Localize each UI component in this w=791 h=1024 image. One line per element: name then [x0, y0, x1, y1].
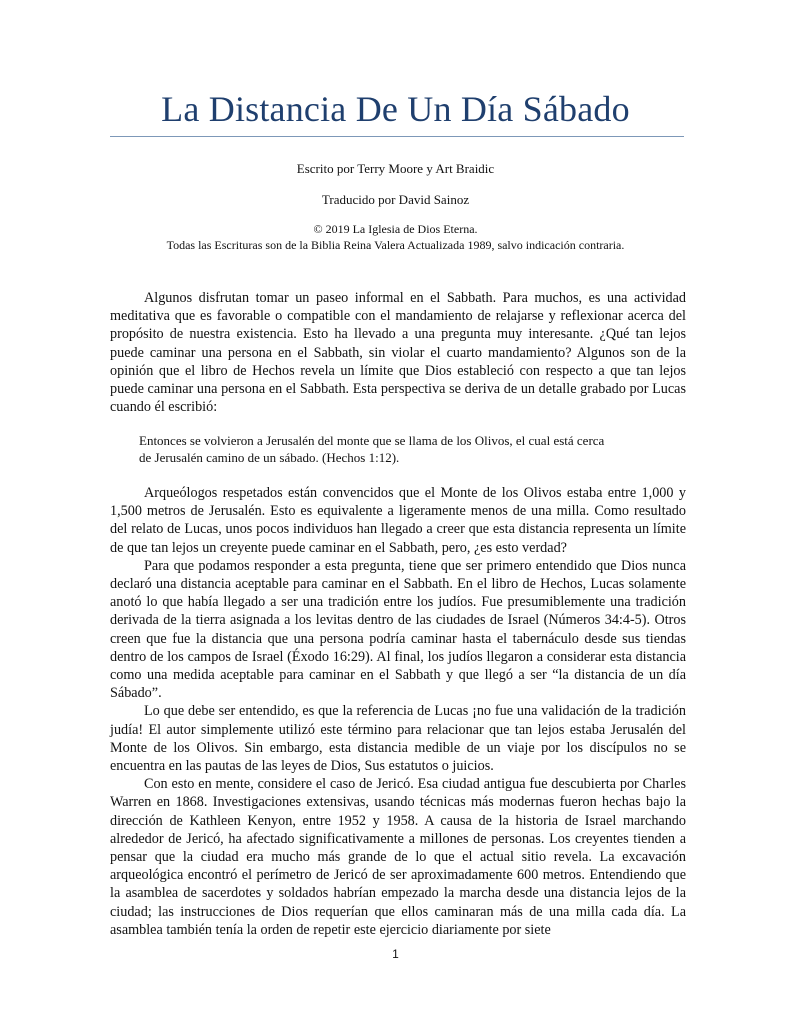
- paragraph-4: Lo que debe ser entendido, es que la referencia de Lucas ¡no fue una validación de la tradición judía! El autor simplemente utilizó este término para relacionar que tan lejos estaba Jerusalén del Monte de los Olivos. Sin embargo, esta distancia medible de un viaje por los discípulos no se encuentra en las pautas de las leyes de Dios, Sus estatutos o juicios.: [110, 703, 686, 775]
- quote-line-2: de Jerusalén camino de un sábado. (Hechos 1:12).: [139, 450, 400, 465]
- translator-credit: Traducido por David Sainoz: [321, 192, 470, 207]
- paragraph-2: Arqueólogos respetados están convencidos que el Monte de los Olivos estaba entre 1,000 y 1,500 metros de Jerusalén. Esto es equivalente a ligeramente menos de una milla. Como resultado del relato de Lucas, unos pocos individuos han llegado a creer que esta distancia representa un límite de que tan lejos un creyente puede caminar en el Sabbath, pero, ¿es esto verdad?: [110, 485, 686, 556]
- document-title: La Distancia De Un Día Sábado: [161, 89, 630, 129]
- page-number: 1: [392, 947, 399, 961]
- copyright-notice: © 2019 La Iglesia de Dios Eterna.: [313, 222, 478, 236]
- paragraph-1: Algunos disfrutan tomar un paseo informal en el Sabbath. Para muchos, es una actividad meditativa que es favorable o compatible con el mandamiento de relajarse y reflexionar acerca del propósito de nuestra existencia. Esto ha llevado a una pregunta muy interesante. ¿Qué tan lejos puede caminar una persona en el Sabbath, sin violar el cuarto mandamiento? Algunos son de la opinión que el libro de Hechos revela un límite que Dios estableció con respecto a que tan lejos puede caminar una persona en el Sabbath. Esta perspectiva se deriva de un detalle grabado por Lucas cuando él escribió:: [110, 290, 686, 416]
- scripture-note: Todas las Escrituras son de la Biblia Reina Valera Actualizada 1989, salvo indicación contraria.: [166, 238, 625, 252]
- paragraph-3: Para que podamos responder a esta pregunta, tiene que ser primero entendido que Dios nunca declaró una distancia aceptable para caminar en el Sabbath. En el libro de Hechos, Lucas solamente anotó lo que había llegado a ser una tradición entre los judíos. Fue presumiblemente una tradición derivada de la tierra asignada a los levitas dentro de las ciudades de Israel (Números 34:4-5). Otros creen que fue la distancia que una persona podría caminar hasta el tabernáculo desde sus tiendas dentro de los campos de Israel (Éxodo 16:29). Al final, los judíos llegaron a considerar esta distancia como una medida aceptable para caminar en el Sabbath y que llegó a ser “la distancia de un día Sábado”.: [110, 557, 686, 702]
- byline: Escrito por Terry Moore y Art Braidic: [296, 161, 495, 176]
- paragraph-5: Con esto en mente, considere el caso de Jericó. Esa ciudad antigua fue descubierta por Charles Warren en 1868. Investigaciones extensivas, usando técnicas más modernas fueron hechas bajo la dirección de Kathleen Kenyon, entre 1952 y 1958. A causa de la historia de Israel marchando alrededor de Jericó, ha afectado significativamente a millones de personas. Los creyentes tienden a pensar que la ciudad era mucho más grande de lo que el actual sitio revela. La excavación arqueológica encontró el perímetro de Jericó de ser aproximadamente 600 metros. Entendiendo que la asamblea de sacerdotes y soldados habrían empezado la marcha desde una distancia lejos de la ciudad; las instrucciones de Dios requerían que ellos caminaran más de una milla cada día. La asamblea también tenía la orden de repetir este ejercicio diariamente por siete: [110, 776, 686, 938]
- title-divider: [110, 136, 684, 137]
- quote-line-1: Entonces se volvieron a Jerusalén del monte que se llama de los Olivos, el cual está cerca: [139, 433, 605, 448]
- main-section: [110, 484, 686, 939]
- intro-section: [110, 289, 686, 416]
- scripture-quote: [139, 432, 659, 466]
